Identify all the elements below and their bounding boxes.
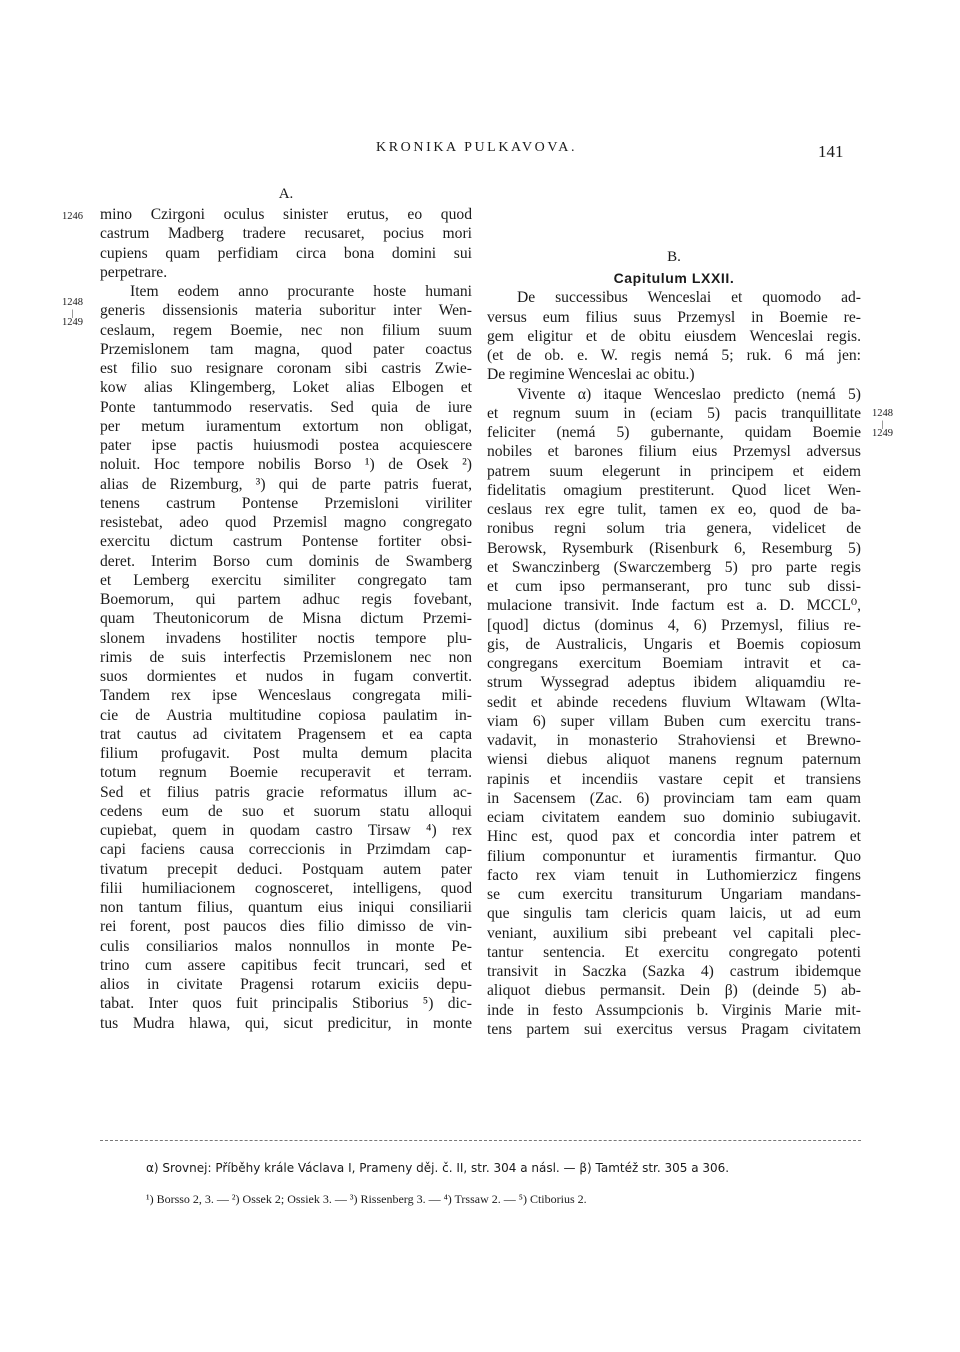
text-line: tabat. Inter quos fuit principalis Stiborius ⁵) dic- [100,995,472,1013]
text-line: tantur sentencia. Et exercitu congregato potenti [487,943,861,961]
text-line: resistebat, adeo quod Przemisl magno congregato [100,514,472,531]
text-line: suos dormientes et nudos in fugam convertit. [100,668,472,685]
footnote-numbered: ¹) Borsso 2, 3. — ²) Ossek 2; Ossiek 3. — ³) Rissenberg 3. — ⁴) Trssaw 2. — ⁵) Ctiborius 2. [146,1192,587,1206]
text-line: perpetrare. [100,263,168,281]
text-line: Item eodem anno procurante hoste humani [130,283,472,300]
text-line: pater ipse pactis huiusmodi postea acquiescere [100,437,472,454]
text-line: capi faciens causa correccionis in Przimdam cap- [100,841,472,859]
text-line: ronibus regni solum tria genera, videlicet de [487,520,861,538]
text-line: filium profugavit. Post multa demum placita [100,745,472,762]
text-line: et Lemberg exercitu similiter congregato tam [100,571,472,589]
margin-year-1248: 1248 [872,408,893,419]
text-line: trino cum assere capitibus fecit truncari, sed et [100,956,472,974]
text-line: fidelitatis omagium prestiterunt. Quod licet Wen- [487,481,861,499]
text-line: filium componuntur et iuramentis firmantur. Quo [487,847,861,865]
text-line: mulacione transivit. Inde factum est a. D. MCCL⁰, [487,597,861,615]
text-line: Przemislonem tam magna, quod pater coactus [100,340,472,358]
text-line: veniant, auxilium sibi prebeant vel capitali plec- [487,924,861,942]
text-line: ceslaum, regem Boemie, nec non filium suum [100,321,472,339]
text-line: wiensi diebus aliquot manens regnum paternum [487,751,861,769]
text-line: rapinis et incendiis vastare cepit et transiens [487,770,861,788]
text-line: rei forent, post paucos dies filio dimisso de vin- [100,918,472,936]
text-line: tens partem sui exercitus versus Pragam civitatem [487,1020,861,1038]
text-line: trat cautus ad civitatem Pragensem et ea capta [100,725,472,743]
heading-line: De successibus Wenceslai et quomodo ad- [517,289,861,307]
heading-line: De regimine Wenceslai ac obitu.) [487,366,695,384]
heading-line: (et de ob. e. W. regis nemá 5; ruk. 6 má jen: [487,347,861,364]
text-line: rimis de suis interfectis Przemislonem nec non [100,648,472,666]
page-number: 141 [818,142,844,161]
text-line: cie de Austria multitudine copiosa paulatim in- [100,706,472,724]
text-line: filii humiliacionem cognosceret, intelligens, quod [100,879,472,897]
text-line: cupiebat, quem in quodam castro Tirsaw ⁴) rex [100,822,472,839]
text-line: tus Mudra hlawa, qui, sicut predicitur, in monte [100,1014,472,1032]
text-line: ceslaus rex egre tulit, tamen ex eo, quod de ba- [487,501,861,518]
text-line: quam Theutonicorum de Misna dictum Przemi- [100,610,472,628]
margin-year-divider: | [881,419,884,429]
margin-year-range-a [62,297,83,329]
text-line: Boemorum, qui partem adhuc regis fovebant, [100,591,472,608]
text-line: alios in civitate Pragensi rotarum exiciis depu- [100,976,472,993]
text-line: mino Czirgoni oculus sinister erutus, eo quod [100,206,472,223]
text-line: nobiles et barones filium eius Przemysl adversus [487,443,861,461]
text-line: cupiens quam perfidiam circa bona domini sui [100,244,472,262]
heading-line: versus eum filius suus Przemysl in Boemie re- [487,308,861,326]
text-line: tivatum precepit deduci. Postquam autem pater [100,860,472,878]
text-line: non tantum filius, quantum eius iniqui consiliarii [100,899,472,916]
margin-year-1246: 1246 [62,211,83,222]
text-line: se cum exercitu transiturum Ungariam mandans- [487,886,861,903]
column-b-label: B. [667,249,681,265]
text-line: in Sacensem (Zac. 6) provinciam tam eam quam [487,789,861,807]
text-line: que singulis tam clericis quam laicis, ut ad eum [487,905,861,923]
text-line: feliciter (nemá 5) gubernante, quidam Boemie [487,424,861,441]
text-line: viam 6) super villam Buben cum exercitu trans- [487,712,861,730]
text-line: Berowsk, Rysemburk (Risenburk 6, Resemburg 5) [487,539,861,557]
text-line: facto rex viam tenuit in Luthomierzicz fingens [487,866,861,884]
text-line: patrem suum elegerunt in principem et eidem [487,462,861,480]
text-line: congregans exercitum Boemiam intravit et ca- [487,655,861,672]
text-line: tenens castrum Pontense Przemisloni viriliter [100,494,472,512]
text-line: et Swanczinberg (Swarczemberg 5) pro parte regis [487,558,861,576]
text-line: transivit in Saczka (Sazka 4) castrum ibidemque [487,963,861,980]
margin-year-1249: 1249 [62,317,83,328]
footnote-rule [100,1140,861,1141]
column-a-label: A. [278,186,294,202]
text-line: deret. Interim Borso cum dominis de Swamberg [100,552,472,570]
text-line: sedit et abinde recedens fluvium Wltawam (Wlta- [487,693,861,711]
text-line: noluit. Hoc tempore nobilis Borso ¹) de Osek ²) [100,456,472,474]
text-line: Ponte tantummodo reservatis. Sed quia de iure [100,398,472,416]
column-b-body [487,385,861,1040]
text-line: per metum iuramentum extortum non obligat, [100,417,472,435]
chapter-title: Capitulum LXXII. [613,270,735,286]
text-line: et regnum suum in (eciam 5) pacis tranquillitate [487,404,861,422]
text-line: gis, de Australicis, Ungaris et Boemis copiosum [487,635,861,653]
text-line: castrum Madberg tradere recusaret, pocius mori [100,225,472,243]
text-line: kow alias Klingemberg, Loket alias Elbogen et [100,379,472,397]
text-line: est filio suo resignare coronam sibi castris Zwie- [100,360,472,377]
running-head: KRONIKA PULKAVOVA. [376,140,578,155]
margin-year-1248: 1248 [62,297,83,308]
text-line: Vivente α) itaque Wenceslao predicto (nemá 5) [517,385,861,403]
text-line: et cum ipso permanserant, pro tunc sub dissi- [487,578,861,595]
text-line: strum Wyssegrad adeptus ibidem aliquamdiu re- [487,674,861,692]
text-line: [quod] dictus (dominus 4, 6) Przemysl, filius re- [487,616,861,634]
text-line: inde in festo Assumpcionis b. Virginis Marie mit- [487,1001,861,1019]
text-line: Sed et filius patris gracie reformatus illum ac- [100,783,472,801]
margin-year-1249: 1249 [872,428,893,439]
margin-year-range-b [872,408,893,440]
text-line: exercitu dictum castrum Pontense fortiter obsi- [100,533,472,551]
text-line: totum regnum Boemie recuperavit et terram. [100,764,472,782]
text-line: culis consiliarios malos nonnullos in monte Pe- [100,937,472,955]
text-line: alias de Rizemburg, ³) qui de parte patris fuerat, [100,475,472,493]
text-line: cedens eum de suo et suorum statu alloqui [100,802,472,820]
heading-line: gem eligitur et de obitu eiusdem Wenceslai regis. [487,327,861,345]
text-line: generis dissensionis materia suboritur inter Wen- [100,302,472,320]
chapter-heading [487,288,861,384]
margin-year-divider: | [71,308,74,318]
footnote-alpha: α) Srovnej: Příběhy krále Václava I, Prameny děj. č. II, str. 304 a násl. — β) Tamtéž str. 305 a 306. [146,1161,730,1175]
text-line: Hinc est, quod pax et concordia inter patrem et [487,828,861,846]
column-b [487,269,861,1039]
text-line: aliquot diebus permansit. Dein β) (deinde 5) ab- [487,982,861,1000]
text-line: vadavit, in monasterio Strahoviensi et Brewno- [487,732,861,749]
text-line: slonem invadens hostiliter noctis tempore plu- [100,629,472,647]
text-line: Tandem rex ipse Wenceslaus congregata mili- [100,687,472,705]
text-line: eciam civitatem eandem suo dominio subiugavit. [487,809,861,826]
column-a [100,205,472,1033]
